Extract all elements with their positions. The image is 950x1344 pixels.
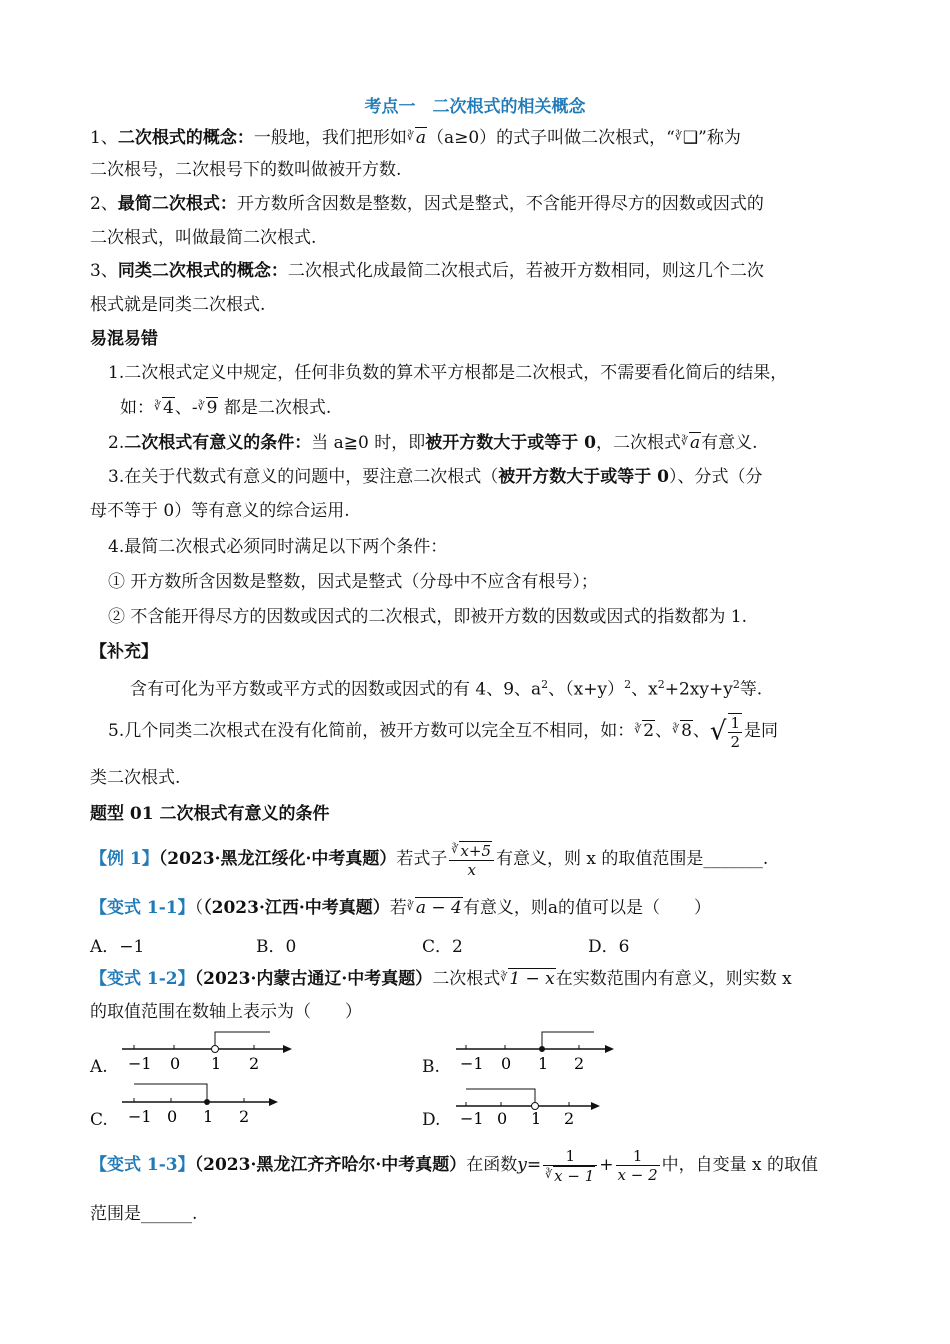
number-line-c: [118, 1080, 288, 1126]
separator: 、-: [174, 398, 198, 418]
condition-term: 被开方数大于或等于 0: [425, 433, 596, 453]
arrow-icon: [591, 1102, 600, 1110]
tick-label: 2: [249, 1054, 260, 1073]
radical-icon: ∛: [674, 130, 682, 143]
range-bracket: [215, 1032, 270, 1049]
radicand: x − 1: [554, 1166, 595, 1185]
concept-text: 开方数所含因数是整数，因式是整式，不含能开得尽方的因数或因式的: [236, 194, 764, 214]
number-line-a: [118, 1028, 298, 1074]
radicand: 9: [206, 398, 218, 418]
concept-3-cont: 根式就是同类二次根式.: [90, 295, 266, 315]
tick-label: 1: [211, 1054, 222, 1073]
supplement-part: 含有可化为平方数或平方式的因数或因式的有 4、9、a: [130, 679, 542, 700]
radical-icon: ∛: [634, 723, 642, 736]
arrow-icon: [605, 1045, 614, 1053]
supplement-text: [130, 674, 762, 701]
tick-label: −1: [128, 1107, 152, 1126]
radicand: 8: [681, 721, 692, 741]
tick-label: 2: [239, 1107, 250, 1126]
tick-label: 0: [497, 1109, 508, 1126]
radicand: 2: [643, 721, 655, 741]
concept-text: 二次根式化成最简二次根式后，若被开方数相同，则这几个二次: [287, 261, 764, 281]
confusion-4: 4.最简二次根式必须同时满足以下两个条件：: [108, 537, 448, 557]
fraction-numerator: 1: [616, 1147, 660, 1166]
supplement-part: 、x: [631, 679, 658, 700]
radicand: a − 4: [415, 898, 462, 918]
tick-label: 0: [167, 1107, 178, 1126]
exponent: 2: [657, 678, 665, 691]
item-number: 1、: [90, 128, 118, 148]
confusion-text: ）、分式（分: [668, 467, 763, 487]
question-text: 在实数范围内有意义，则实数 x: [555, 969, 792, 989]
concept-text: 一般地，我们把形如: [253, 128, 407, 148]
question-source: （2023·内蒙古通辽·中考真题）: [194, 969, 433, 989]
variant-tag: 【变式 1-2】: [90, 969, 195, 989]
concept-3-line: [90, 260, 764, 282]
concept-term: 二次根式的概念：: [117, 128, 254, 148]
fraction-denominator: 2: [730, 732, 741, 751]
number-line-d: [452, 1080, 622, 1126]
item-number: 3、: [90, 261, 118, 281]
condition-text: ，二次根式: [596, 433, 681, 453]
confusion-heading: 易混易错: [90, 329, 158, 349]
option-b[interactable]: B．0: [256, 937, 297, 957]
question-source: （2023·江西·中考真题）: [203, 898, 390, 918]
confusion-3: [108, 466, 762, 488]
concept-2-cont: 二次根式，叫做最简二次根式.: [90, 228, 317, 248]
range-bracket: [542, 1032, 594, 1049]
radicand: a: [690, 433, 701, 453]
variant-1-3-cont: 范围是______.: [90, 1204, 198, 1224]
tick-label: 2: [564, 1109, 575, 1126]
variant-1-3: [90, 1142, 818, 1188]
condition-term: 二次根式有意义的条件：: [124, 433, 312, 453]
confusion-1-example: [120, 396, 331, 419]
confusion-1: 1.二次根式定义中规定，任何非负数的算术平方根都是二次根式，不需要看化简后的结果，: [108, 363, 788, 383]
concept-term: 最简二次根式：: [117, 194, 237, 214]
concept-text: ”称为: [698, 128, 741, 148]
closed-point: [204, 1099, 210, 1105]
radical-icon: ∛: [545, 1167, 553, 1181]
tick-label: 1: [203, 1107, 214, 1126]
example-text: 都是二次根式.: [218, 398, 332, 418]
function-symbol: y=: [517, 1155, 542, 1175]
concept-1-line: [90, 126, 741, 149]
supplement-part: 、（x+y）: [548, 679, 625, 700]
fraction-denominator: x − 2: [617, 1166, 658, 1184]
exponent: 2: [732, 678, 740, 691]
question-source: （2023·黑龙江绥化·中考真题）: [158, 849, 397, 869]
option-a[interactable]: A．−1: [90, 937, 145, 957]
example-tag: 【例 1】: [90, 849, 159, 869]
arrow-icon: [269, 1098, 278, 1106]
fraction: [616, 1147, 660, 1184]
question-text: （: [194, 898, 204, 918]
radical-icon: ∛: [500, 971, 508, 984]
radicand: 1 − x: [509, 969, 555, 989]
fraction-numerator: 1: [730, 713, 741, 732]
concept-1-cont: 二次根号，二次根号下的数叫做被开方数.: [90, 160, 402, 180]
variant-tag: 【变式 1-3】: [90, 1155, 195, 1175]
tick-label: −1: [460, 1054, 484, 1073]
confusion-text: 5.几个同类二次根式在没有化简前，被开方数可以完全互不相同，如：: [108, 721, 635, 741]
condition-term: 被开方数大于或等于 0: [498, 467, 669, 487]
variant-1-1: [90, 896, 711, 919]
confusion-3-cont: 母不等于 0）等有意义的综合运用.: [90, 501, 350, 521]
tick-label: 1: [531, 1109, 542, 1126]
option-c[interactable]: C．2: [422, 937, 463, 957]
example-text: 如：: [120, 398, 154, 418]
radical-icon: ∛: [672, 723, 680, 736]
exponent: 2: [624, 678, 632, 691]
question-text: 有意义，则a的值可以是（ ）: [462, 898, 711, 918]
supplement-part: +2xy+y: [664, 679, 733, 700]
fraction-denominator: [543, 1166, 597, 1185]
question-text: 二次根式: [432, 969, 501, 989]
fraction: [543, 1147, 597, 1185]
concept-term: 同类二次根式的概念：: [117, 261, 288, 281]
question-type-title: 题型 01 二次根式有意义的条件: [90, 804, 330, 824]
separator: 、: [655, 721, 673, 741]
question-source: （2023·黑龙江齐齐哈尔·中考真题）: [194, 1155, 467, 1175]
confusion-5: [108, 712, 778, 751]
radical-icon: ∛: [451, 842, 459, 856]
number-line-b: [452, 1028, 632, 1074]
fraction-numerator: 1: [543, 1147, 597, 1166]
numberline-option-b[interactable]: B.: [422, 1057, 440, 1077]
radical-icon: ∛: [197, 400, 205, 413]
radicand: x+5: [460, 841, 491, 860]
question-text: 若式子: [396, 849, 448, 869]
radical-icon: ∛: [154, 400, 162, 413]
question-text: 中，自变量 x 的取值: [661, 1155, 819, 1175]
item-number: 2、: [90, 194, 118, 214]
question-text: 有意义，则 x 的取值范围是_______.: [496, 849, 769, 869]
numberline-option-a[interactable]: A.: [90, 1057, 108, 1077]
box-symbol: ❑: [682, 128, 699, 148]
radicand: a: [415, 128, 426, 148]
concept-2-line: [90, 193, 764, 215]
confusion-2: [108, 431, 758, 454]
item-number: 2.: [108, 433, 125, 453]
fraction: [728, 713, 742, 751]
condition-item-1: ① 开方数所含因数是整数，因式是整式（分母中不应含有根号）；: [108, 572, 598, 592]
tick-label: −1: [460, 1109, 484, 1126]
question-text: 在函数: [466, 1155, 518, 1175]
fraction-numerator: [449, 841, 494, 861]
condition-text: 当 a≧0 时，即: [311, 433, 426, 453]
question-text: 若: [389, 898, 407, 918]
option-d[interactable]: D．6: [588, 937, 630, 957]
radical-icon: ∛: [406, 130, 414, 143]
plus-sign: +: [599, 1155, 614, 1175]
exponent: 2: [541, 678, 549, 691]
fraction-denominator: x: [467, 860, 476, 879]
tick-label: 1: [538, 1054, 549, 1073]
section-title: 考点一 二次根式的相关概念: [364, 97, 586, 117]
example-1: [90, 836, 768, 882]
confusion-text: 3.在关于代数式有意义的问题中，要注意二次根式（: [108, 467, 499, 487]
radicand: 4: [163, 398, 174, 418]
condition-item-2: ② 不含能开得尽方的因数或因式的二次根式，即被开方数的因数或因式的指数都为 1.: [108, 607, 748, 627]
tick-label: 2: [574, 1054, 585, 1073]
confusion-5-cont: 类二次根式.: [90, 768, 181, 788]
numberline-option-c[interactable]: C.: [90, 1110, 108, 1130]
supplement-heading: 【补充】: [90, 642, 158, 662]
tick-label: 0: [501, 1054, 512, 1073]
supplement-part: 等.: [739, 679, 763, 700]
confusion-text: 是同: [744, 721, 779, 741]
arrow-icon: [283, 1045, 292, 1053]
numberline-option-d[interactable]: D.: [422, 1110, 441, 1130]
condition-text: 有意义.: [701, 433, 758, 453]
tick-label: 0: [170, 1054, 181, 1073]
variant-1-2-cont: 的取值范围在数轴上表示为（ ）: [90, 1002, 362, 1022]
radical-icon: ∛: [406, 900, 414, 913]
radical-icon: ∛: [681, 435, 689, 448]
variant-tag: 【变式 1-1】: [90, 898, 195, 918]
radical-icon: √: [709, 716, 727, 747]
concept-text: （a≥0）的式子叫做二次根式，“: [426, 128, 675, 148]
separator: 、: [692, 721, 710, 741]
fraction: [449, 841, 494, 879]
closed-point: [539, 1046, 545, 1052]
tick-label: −1: [128, 1054, 152, 1073]
variant-1-2: [90, 967, 792, 990]
open-point: [212, 1046, 219, 1053]
